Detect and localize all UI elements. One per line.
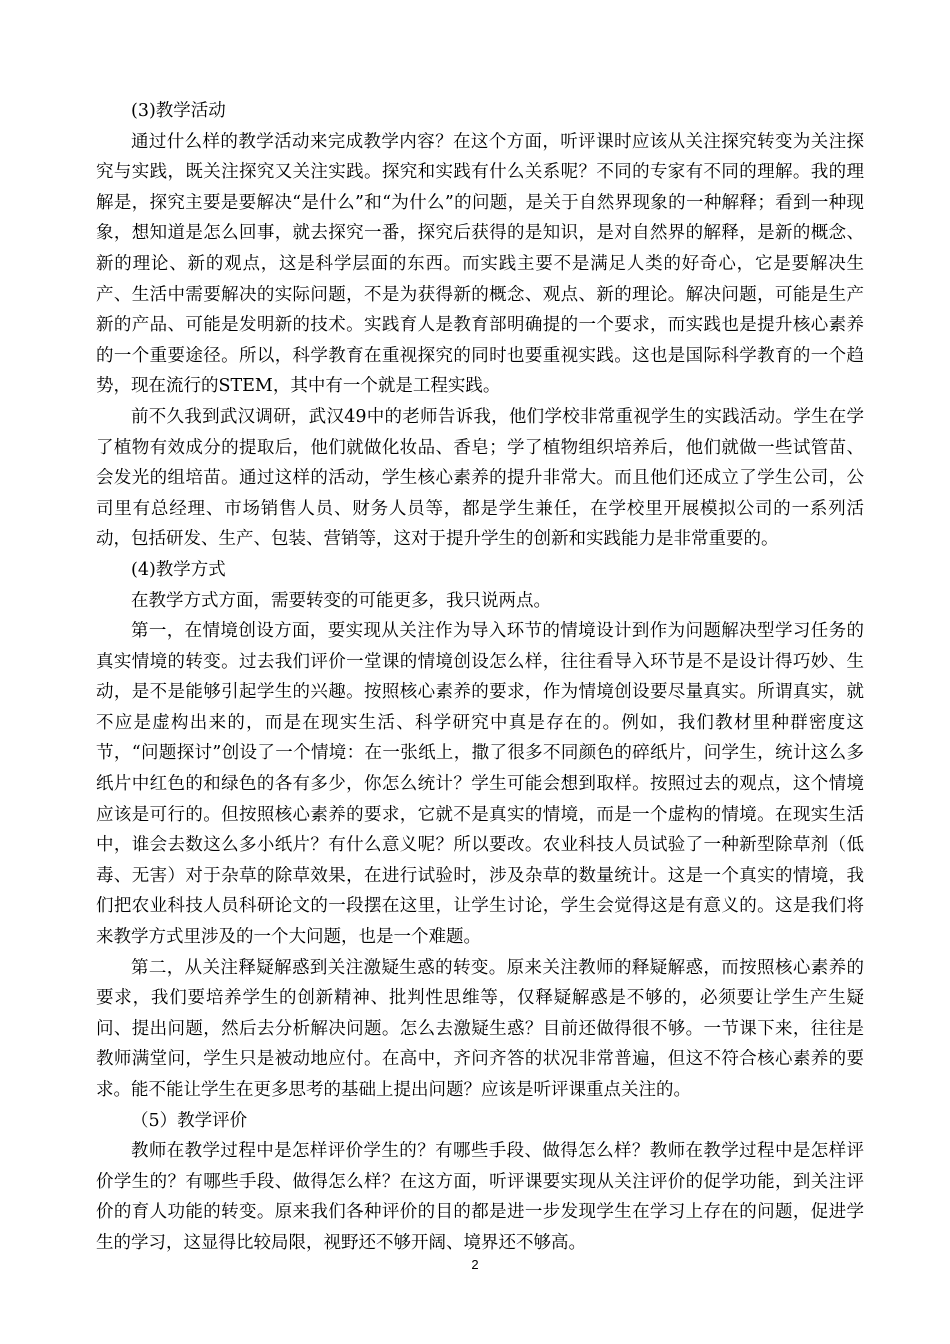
paragraph: 在教学方式方面，需要转变的可能更多，我只说两点。	[131, 590, 551, 611]
document-body	[96, 96, 864, 1259]
paragraph: 第二，从关注释疑解惑到关注激疑生惑的转变。原来关注教师的释疑解惑，而按照核心素养的要求，我们要培养学生的创新精神、批判性思维等，仅释疑解惑是不够的，必须要让学生产生疑问、提出问题，然后去分析解决问题。怎么去激疑生惑？目前还做得很不够。一节课下来，往往是教师满堂问，学生只是被动地应付。在高中，齐问齐答的状况非常普遍，但这不符合核心素养的要求。能不能让学生在更多思考的基础上提出问题？应该是听评课重点关注的。	[96, 957, 864, 1100]
section-heading-teaching-evaluation: （5）教学评价	[131, 1110, 248, 1131]
paragraph: 第一，在情境创设方面，要实现从关注作为导入环节的情境设计到作为问题解决型学习任务的真实情境的转变。过去我们评价一堂课的情境创设怎么样，往往看导入环节是不是设计得巧妙、生动，是不是能够引起学生的兴趣。按照核心素养的要求，作为情境创设要尽量真实。所谓真实，就不应是虚构出来的，而是在现实生活、科学研究中真是存在的。例如，我们教材里种群密度这节，“问题探讨”创设了一个情境：在一张纸上，撒了很多不同颜色的碎纸片，问学生，统计这么多纸片中红色的和绿色的各有多少，你怎么统计？学生可能会想到取样。按照过去的观点，这个情境应该是可行的。但按照核心素养的要求，它就不是真实的情境，而是一个虚构的情境。在现实生活中，谁会去数这么多小纸片？有什么意义呢？所以要改。农业科技人员试验了一种新型除草剂（低毒、无害）对于杂草的除草效果，在进行试验时，涉及杂草的数量统计。这是一个真实的情境，我们把农业科技人员科研论文的一段摆在这里，让学生讨论，学生会觉得这是有意义的。这是我们将来教学方式里涉及的一个大问题，也是一个难题。	[96, 621, 864, 948]
paragraph: 前不久我到武汉调研，武汉49中的老师告诉我，他们学校非常重视学生的实践活动。学生在学了植物有效成分的提取后，他们就做化妆品、香皂；学了植物组织培养后，他们就做一些试管苗、会发光的组培苗。通过这样的活动，学生核心素养的提升非常大。而且他们还成立了学生公司，公司里有总经理、市场销售人员、财务人员等，都是学生兼任，在学校里开展模拟公司的一系列活动，包括研发、生产、包装、营销等，这对于提升学生的创新和实践能力是非常重要的。	[96, 406, 864, 550]
section-heading-teaching-activities: (3)教学活动	[131, 101, 226, 121]
section-heading-teaching-methods: (4)教学方式	[131, 559, 226, 580]
paragraph: 通过什么样的教学活动来完成教学内容？在这个方面，听评课时应该从关注探究转变为关注探究与实践，既关注探究又关注实践。探究和实践有什么关系呢？不同的专家有不同的理解。我的理解是，探究主要是要解决“是什么”和“为什么”的问题，是关于自然界现象的一种解释；看到一种现象，想知道是怎么回事，就去探究一番，探究后获得的是知识，是对自然界的解释，是新的概念、新的理论、新的观点，这是科学层面的东西。而实践主要不是满足人类的好奇心，它是要解决生产、生活中需要解决的实际问题，不是为获得新的概念、观点、新的理论。解决问题，可能是生产新的产品、可能是发明新的技术。实践育人是教育部明确提的一个要求，而实践也是提升核心素养的一个重要途径。所以，科学教育在重视探究的同时也要重视实践。这也是国际科学教育的一个趋势，现在流行的STEM，其中有一个就是工程实践。	[96, 131, 864, 397]
page-number: 2	[471, 1257, 479, 1272]
paragraph: 教师在教学过程中是怎样评价学生的？有哪些手段、做得怎么样？教师在教学过程中是怎样评价学生的？有哪些手段、做得怎么样？在这方面，听评课要实现从关注评价的促学功能，到关注评价的育人功能的转变。原来我们各种评价的目的都是进一步发现学生在学习上存在的问题，促进学生的学习，这显得比较局限，视野还不够开阔、境界还不够高。	[96, 1141, 864, 1253]
